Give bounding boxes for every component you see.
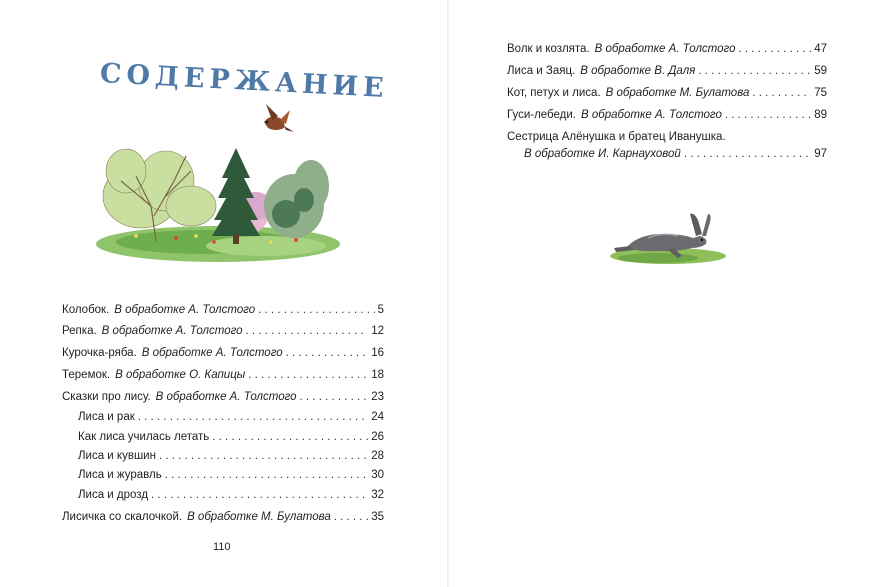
entry-page: 32 bbox=[371, 489, 384, 501]
toc-subentry[interactable] bbox=[78, 469, 384, 482]
page-number: 110 bbox=[213, 541, 231, 553]
toc-entry-continuation[interactable] bbox=[524, 148, 827, 161]
dot-leader bbox=[246, 325, 369, 338]
entry-title: Лиса и журавль bbox=[78, 469, 162, 481]
entry-title: Курочка-ряба. bbox=[62, 347, 137, 359]
dot-leader bbox=[684, 148, 811, 161]
entry-author: В обработке А. Толстого bbox=[114, 304, 256, 316]
entry-author: В обработке И. Карнауховой bbox=[524, 148, 681, 160]
entry-title: Гуси-лебеди. bbox=[507, 109, 576, 121]
toc-subentry[interactable] bbox=[78, 431, 384, 444]
meadow-trees-bird-illustration bbox=[96, 96, 346, 266]
dot-leader bbox=[286, 347, 369, 360]
entry-page: 89 bbox=[814, 109, 827, 121]
dot-leader bbox=[248, 369, 368, 382]
entry-title: Теремок. bbox=[62, 369, 111, 381]
entry-title: Колобок. bbox=[62, 304, 110, 316]
toc-entry[interactable] bbox=[62, 304, 384, 317]
toc-entry[interactable] bbox=[507, 87, 827, 100]
entry-page: 16 bbox=[371, 347, 384, 359]
entry-title: Лиса и Заяц. bbox=[507, 65, 576, 77]
toc-entry[interactable] bbox=[62, 511, 384, 524]
entry-author: В обработке О. Капицы bbox=[115, 369, 246, 381]
toc-entry[interactable] bbox=[507, 109, 827, 122]
dot-leader bbox=[138, 411, 368, 424]
entry-page: 18 bbox=[371, 369, 384, 381]
running-hare-illustration bbox=[608, 208, 728, 266]
toc-subentry[interactable] bbox=[78, 411, 384, 424]
entry-title: Сестрица Алёнушка и братец Иванушка. bbox=[507, 131, 726, 143]
right-page bbox=[448, 0, 896, 587]
entry-author: В обработке М. Булатова bbox=[605, 87, 750, 99]
dot-leader bbox=[159, 450, 368, 463]
entry-page: 23 bbox=[371, 391, 384, 403]
entry-author: В обработке А. Толстого bbox=[581, 109, 722, 121]
entry-page: 12 bbox=[371, 325, 384, 337]
entry-page: 5 bbox=[377, 304, 384, 316]
entry-page: 30 bbox=[371, 469, 384, 481]
entry-page: 59 bbox=[814, 65, 827, 77]
toc-entry[interactable] bbox=[62, 391, 384, 404]
dot-leader bbox=[738, 43, 811, 56]
entry-page: 97 bbox=[814, 148, 827, 160]
entry-title: Лисичка со скалочкой. bbox=[62, 511, 183, 523]
entry-title: Лиса и кувшин bbox=[78, 450, 156, 462]
dot-leader bbox=[698, 65, 811, 78]
toc-entry[interactable] bbox=[62, 369, 384, 382]
entry-page: 24 bbox=[371, 411, 384, 423]
entry-title: Кот, петух и лиса. bbox=[507, 87, 601, 99]
entry-author: В обработке А. Толстого bbox=[101, 325, 243, 337]
dot-leader bbox=[258, 304, 374, 317]
dot-leader bbox=[212, 431, 368, 444]
entry-author: В обработке В. Даля bbox=[580, 65, 696, 77]
entry-page: 28 bbox=[371, 450, 384, 462]
entry-title: Волк и козлята. bbox=[507, 43, 590, 55]
entry-page: 26 bbox=[371, 431, 384, 443]
toc-entry[interactable] bbox=[62, 347, 384, 360]
toc-entry[interactable] bbox=[507, 43, 827, 56]
entry-author: В обработке М. Булатова bbox=[187, 511, 331, 523]
entry-page: 47 bbox=[814, 43, 827, 55]
entry-author: В обработке А. Толстого bbox=[594, 43, 736, 55]
entry-title: Сказки про лису. bbox=[62, 391, 151, 403]
dot-leader bbox=[334, 511, 368, 524]
toc-subentry[interactable] bbox=[78, 450, 384, 463]
dot-leader bbox=[300, 391, 369, 404]
dot-leader bbox=[752, 87, 811, 100]
entry-author: В обработке А. Толстого bbox=[155, 391, 297, 403]
dot-leader bbox=[725, 109, 811, 122]
entry-page: 35 bbox=[371, 511, 384, 523]
entry-page: 75 bbox=[814, 87, 827, 99]
toc-entry[interactable] bbox=[62, 325, 384, 338]
page-title: СОДЕРЖАНИЕ bbox=[99, 58, 390, 105]
dot-leader bbox=[151, 489, 368, 502]
toc-entry[interactable] bbox=[507, 65, 827, 78]
dot-leader bbox=[165, 469, 368, 482]
entry-title: Как лиса училась летать bbox=[78, 431, 210, 443]
entry-title: Репка. bbox=[62, 325, 97, 337]
toc-entry[interactable] bbox=[507, 131, 827, 144]
entry-title: Лиса и рак bbox=[78, 411, 135, 423]
toc-subentry[interactable] bbox=[78, 489, 384, 502]
entry-title: Лиса и дрозд bbox=[78, 489, 149, 501]
entry-author: В обработке А. Толстого bbox=[141, 347, 283, 359]
